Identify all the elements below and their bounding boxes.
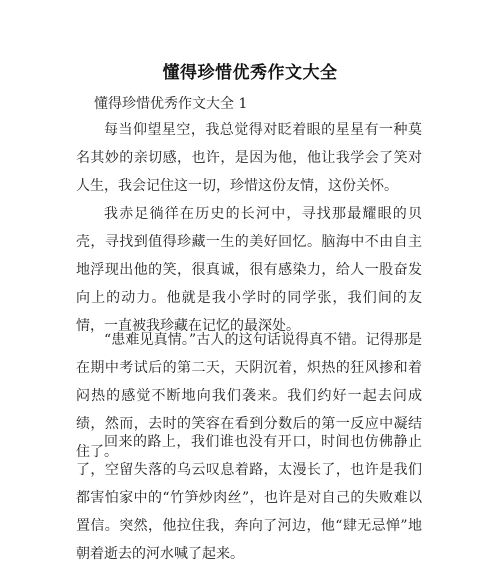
paragraph-1: 每当仰望星空，我总觉得对眨着眼的星星有一种莫名其妙的亲切感，也许，是因为他，他让我学会了笑对人生，我会记住这一切，珍惜这份友情，这份关怀。 — [76, 122, 422, 194]
paragraph-2: 我赤足徜徉在历史的长河中，寻找那最耀眼的贝壳，寻找到值得珍藏一生的美好回忆。脑海中不由自主地浮现出他的笑，很真诚，很有感染力，给人一股奋发向上的动力。他就是我小学时的同学张，我们间的友情，一直被我珍藏在记忆的最深处。 — [76, 206, 422, 334]
paragraph-4: 回来的路上，我们谁也没有开口，时间也仿佛静止了，空留失落的乌云叹息着路，太漫长了，也许是我们都害怕家中的“竹笋炒肉丝”，也许是对自己的失败难以置信。突然，他拉住我，奔向了河边，他“肆无忌惮”地朝着逝去的河水喊了起来。 — [76, 434, 422, 562]
document-title: 懂得珍惜优秀作文大全 — [162, 63, 338, 83]
document-subtitle: 懂得珍惜优秀作文大全 1 — [94, 96, 248, 112]
paragraph-3: “患难见真情。”古人的这句话说得真不错。记得那是在期中考试后的第二天，天阴沉着，炽热的狂风掺和着闷热的感觉不断地向我们袭来。我们约好一起去问成绩，然而，去时的笑容在看到分数后的第一反应中凝结住了。 — [76, 332, 422, 460]
